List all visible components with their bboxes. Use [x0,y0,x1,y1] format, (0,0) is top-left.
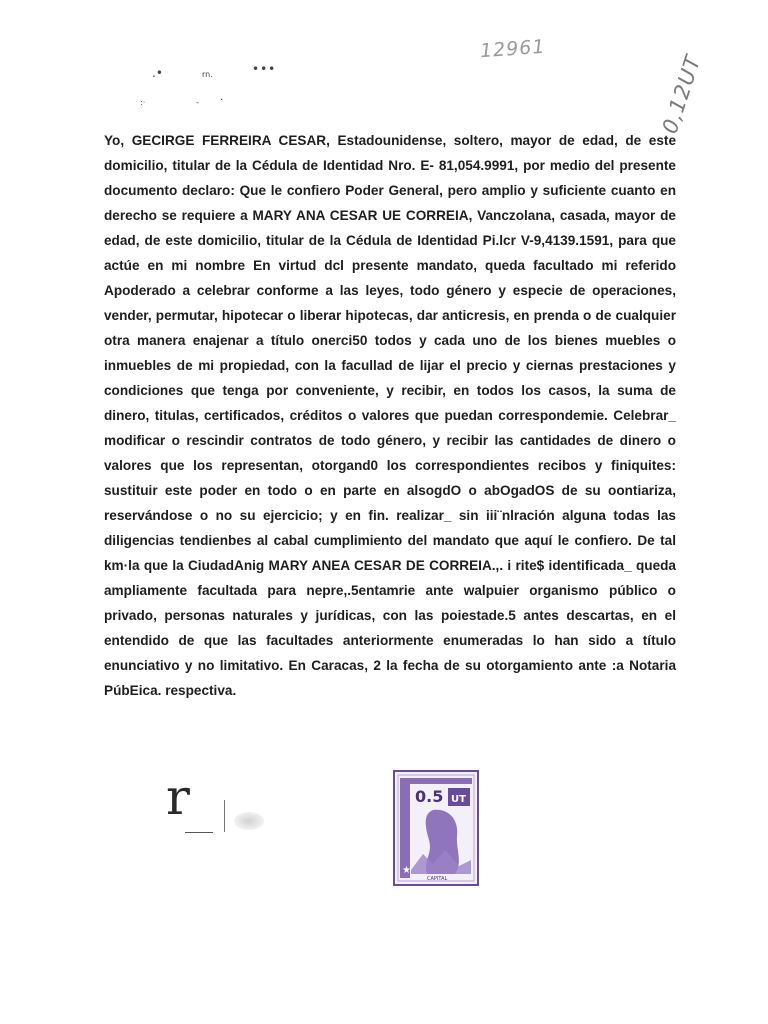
handwritten-number: 12961 [479,35,547,63]
scan-speck: - [196,98,199,107]
scan-speck: rn. [202,70,213,79]
signature-mark: r [166,768,190,826]
signature-stroke [224,800,225,832]
scan-speck: ••• [252,62,277,76]
stamp-lower-label: CAPITAL [427,876,448,882]
signature-underline [185,832,213,833]
fiscal-stamp [393,770,479,886]
scan-speck: . [220,92,224,103]
power-of-attorney-text: Yo, GECIRGE FERREIRA CESAR, Estadounidense, soltero, mayor de edad, de este domicilio, titular de la Cédula de Identidad Nro. E- 81,054.9991, por medio del presente documento declaro: Que le confiero Poder General, pero amplio y suficiente cuanto en derecho se requiere a MARY ANA CESAR UE CORREIA, Vanczolana, casada, mayor de edad, de este domicilio, titular de la Cédula de Identidad Pi.lcr V-9,4139.1591, para que actúe en mi nombre En virtud dcl presente mandato, queda facultado mi referido Apoderado a celebrar conforme a las leyes, todo género y especie de operaciones, vender, permutar, hipotecar o liberar hipotecas, dar anticresis, en prenda o de cualquier otra manera enajenar a título onerci50 todos y cada uno de los bienes muebles o inmuebles de mi propiedad, con la facullad de lijar el precio y ciernas prestaciones y condiciones que tenga por conveniente, y recibir, en todos los casos, la suma de dinero, titulas, certificados, créditos o valores que puedan correspondemie. Celebrar_ modificar o rescindir contratos de todo género, y recibir las cantidades de dinero o valores que los representan, otorgand0 los correspondientes recibos y finiquites: sustituir este poder en todo o en parte en alsogdO o abOgadOS de su oontiariza, reservándose o no su ejercicio; y en fin. realizar_ sin iii¨nlración alguna todas las diligencias tendienbes al cabal cumplimiento del mandato que aquí le confiero. De tal km·la que la CiudadAnig MARY ANEA CESAR DE CORREIA.,. i rite$ identificada_ queda ampliamente facultada para nepre,.5entamrie ante walpuier organismo público o privado, personas naturales y jurídicas, con las poiestade.5 antes descartas, en el entendido de que las facultades anteriormente enumeradas lo han sido a título enunciativo y no limitativo. En Caracas, 2 la fecha de su otorgamiento ante :a Notaria PúbEica. respectiva. [104,133,676,698]
handwritten-side-note: 0,12UT [657,52,706,137]
signature-smudge [234,812,264,830]
stamp-value: 0.5 [415,787,444,806]
stamp-unit: UT [451,794,466,805]
scan-speck: :· [140,98,146,107]
stamp-top-band [410,778,472,784]
scan-speck: .• [152,66,163,80]
stamp-left-strip [400,778,410,878]
stamp-star-icon: ★ [402,865,411,876]
